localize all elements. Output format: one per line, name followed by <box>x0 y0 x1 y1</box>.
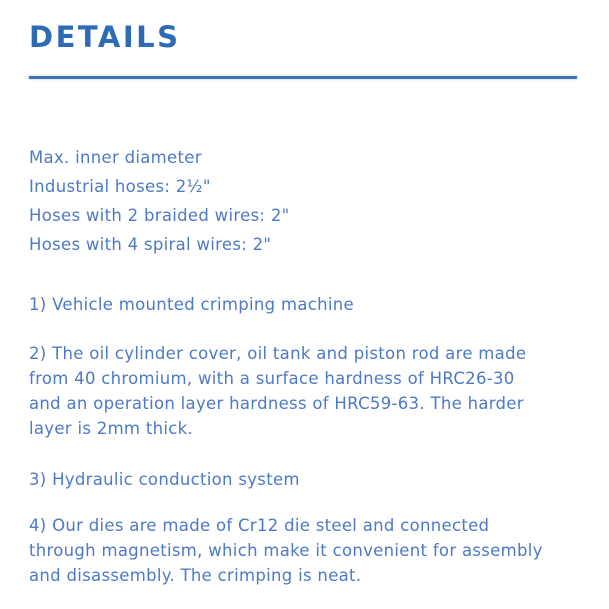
feature-2-line: and an operation layer hardness of HRC59-63. The harder <box>29 394 524 413</box>
feature-item-4 <box>29 513 577 588</box>
feature-3-line: 3) Hydraulic conduction system <box>29 470 300 489</box>
feature-4-line: and disassembly. The crimping is neat. <box>29 566 362 585</box>
feature-item-2 <box>29 341 577 441</box>
feature-item-1 <box>29 292 577 317</box>
spec-line-max-inner-diameter: Max. inner diameter <box>29 148 202 167</box>
spec-line-braided-wires: Hoses with 2 braided wires: 2" <box>29 206 290 225</box>
feature-2-line: from 40 chromium, with a surface hardness of HRC26-30 <box>29 369 515 388</box>
feature-2-line: 2) The oil cylinder cover, oil tank and piston rod are made <box>29 344 527 363</box>
feature-4-line: 4) Our dies are made of Cr12 die steel and connected <box>29 516 490 535</box>
spec-line-industrial-hoses: Industrial hoses: 2½" <box>29 177 211 196</box>
spec-line-spiral-wires: Hoses with 4 spiral wires: 2" <box>29 235 272 254</box>
feature-4-line: through magnetism, which make it convenient for assembly <box>29 541 543 560</box>
max-inner-diameter-specs <box>29 143 577 259</box>
heading-divider <box>29 76 577 79</box>
details-heading: DETAILS <box>29 20 181 54</box>
feature-1-line: 1) Vehicle mounted crimping machine <box>29 295 355 314</box>
feature-2-line: layer is 2mm thick. <box>29 419 194 438</box>
feature-item-3 <box>29 467 577 492</box>
